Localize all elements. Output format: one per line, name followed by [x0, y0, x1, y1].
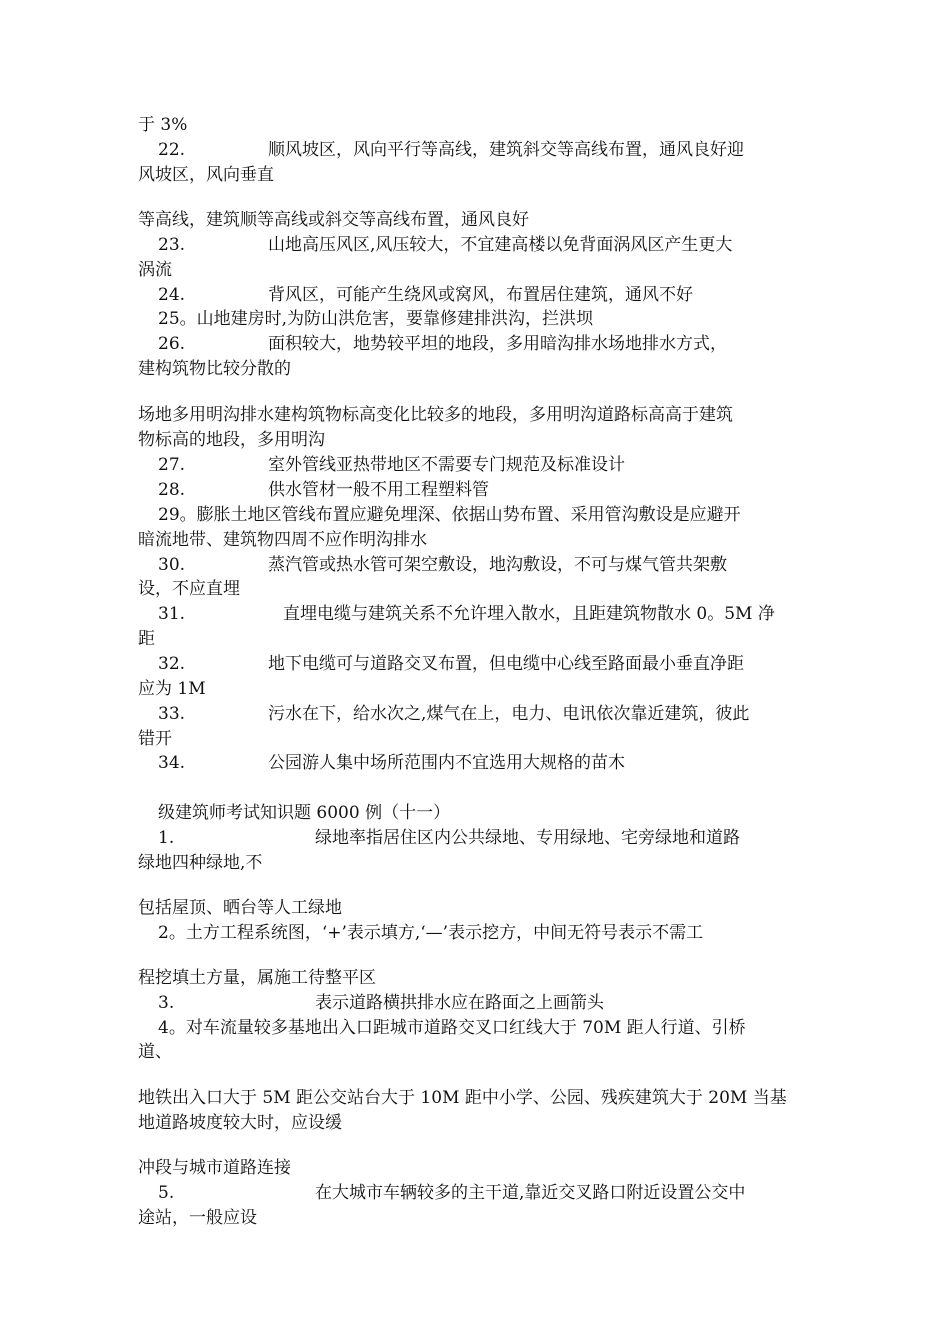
text-line: 错开 — [138, 729, 172, 749]
list-item-2: 2。土方工程系统图，‘+’表示填方,‘—’表示挖方，中间无符号表示不需工 — [158, 923, 704, 943]
list-item-31 — [158, 603, 775, 626]
text-line: 场地多用明沟排水建构筑物标高变化比较多的地段，多用明沟道路标高高于建筑 — [138, 405, 733, 425]
item-text: 蒸汽管或热水管可架空敷设，地沟敷设，不可与煤气管共架敷 — [268, 555, 727, 575]
list-item-22 — [158, 139, 744, 162]
item-text: 在大城市车辆较多的主干道,靠近交叉路口附近设置公交中 — [315, 1183, 746, 1203]
item-text: 直埋电缆与建筑关系不允许埋入散水，且距建筑物散水 0。5M 净 — [283, 604, 775, 624]
text-line: 于 3% — [138, 115, 188, 135]
item-number: 28. — [158, 480, 186, 500]
text-line: 地道路坡度较大时，应设缓 — [138, 1113, 342, 1133]
text-line: 冲段与城市道路连接 — [138, 1158, 291, 1178]
item-text: 背风区，可能产生绕风或窝风，布置居住建筑，通风不好 — [268, 285, 693, 305]
text-line: 物标高的地段，多用明沟 — [138, 430, 325, 450]
text-line: 风坡区，风向垂直 — [138, 165, 274, 185]
text-line: 设，不应直埋 — [138, 579, 240, 599]
text-line: 应为 1M — [138, 679, 206, 699]
list-item-32 — [158, 653, 744, 676]
list-item-29: 29。膨胀土地区管线布置应避免埋深、依据山势布置、采用管沟敷设是应避开 — [158, 505, 741, 525]
item-number: 34. — [158, 753, 186, 773]
item-text: 公园游人集中场所范围内不宜选用大规格的苗木 — [268, 753, 625, 773]
item-number: 30. — [158, 555, 186, 575]
text-line: 建构筑物比较分散的 — [138, 359, 291, 379]
list-item-33 — [158, 703, 749, 726]
text-line: 道、 — [138, 1042, 172, 1062]
text-line: 程挖填土方量，属施工待整平区 — [138, 968, 376, 988]
text-line: 暗流地带、建筑物四周不应作明沟排水 — [138, 530, 427, 550]
item-text: 地下电缆可与道路交叉布置，但电缆中心线至路面最小垂直净距 — [268, 654, 744, 674]
list-item-26 — [158, 333, 727, 356]
item-text: 绿地率指居住区内公共绿地、专用绿地、宅旁绿地和道路 — [315, 828, 740, 848]
item-number: 33. — [158, 704, 186, 724]
text-line: 途站，一般应设 — [138, 1208, 257, 1228]
item-number: 1. — [158, 828, 175, 848]
item-number: 23. — [158, 235, 186, 255]
item-number: 27. — [158, 455, 186, 475]
item-text: 顺风坡区，风向平行等高线，建筑斜交等高线布置，通风良好迎 — [268, 140, 744, 160]
list-item-30 — [158, 554, 727, 577]
list-item-27 — [158, 454, 625, 477]
list-item-4: 4。对车流量较多基地出入口距城市道路交叉口红线大于 70M 距人行道、引桥 — [158, 1018, 746, 1038]
list-item-3 — [158, 992, 604, 1015]
list-item-28 — [158, 479, 489, 502]
list-item-1 — [158, 827, 740, 850]
item-number: 5. — [158, 1183, 175, 1203]
item-text: 山地高压风区,风压较大，不宜建高楼以免背面涡风区产生更大 — [268, 235, 733, 255]
item-number: 32. — [158, 654, 186, 674]
item-number: 3. — [158, 993, 175, 1013]
item-text: 污水在下，给水次之,煤气在上，电力、电讯依次靠近建筑，彼此 — [268, 704, 750, 724]
text-line: 绿地四种绿地,不 — [138, 853, 263, 873]
text-line: 等高线，建筑顺等高线或斜交等高线布置，通风良好 — [138, 210, 529, 230]
list-item-25: 25。山地建房时,为防山洪危害，要靠修建排洪沟，拦洪坝 — [158, 309, 594, 329]
section-heading: 级建筑师考试知识题 6000 例（十一） — [158, 803, 451, 823]
list-item-5 — [158, 1182, 745, 1205]
item-text: 室外管线亚热带地区不需要专门规范及标准设计 — [268, 455, 625, 475]
item-number: 31. — [158, 604, 186, 624]
item-text: 供水管材一般不用工程塑料管 — [268, 480, 489, 500]
list-item-24 — [158, 284, 693, 307]
item-text: 表示道路横拱排水应在路面之上画箭头 — [315, 993, 604, 1013]
text-line: 距 — [138, 629, 155, 649]
item-number: 26. — [158, 334, 186, 354]
item-number: 22. — [158, 140, 186, 160]
item-text: 面积较大，地势较平坦的地段，多用暗沟排水场地排水方式， — [268, 334, 727, 354]
text-line: 包括屋顶、晒台等人工绿地 — [138, 898, 342, 918]
list-item-23 — [158, 234, 732, 257]
list-item-34 — [158, 752, 625, 775]
text-line: 涡流 — [138, 260, 172, 280]
item-number: 24. — [158, 285, 186, 305]
text-line: 地铁出入口大于 5M 距公交站台大于 10M 距中小学、公园、残疾建筑大于 20M 当基 — [138, 1088, 787, 1108]
